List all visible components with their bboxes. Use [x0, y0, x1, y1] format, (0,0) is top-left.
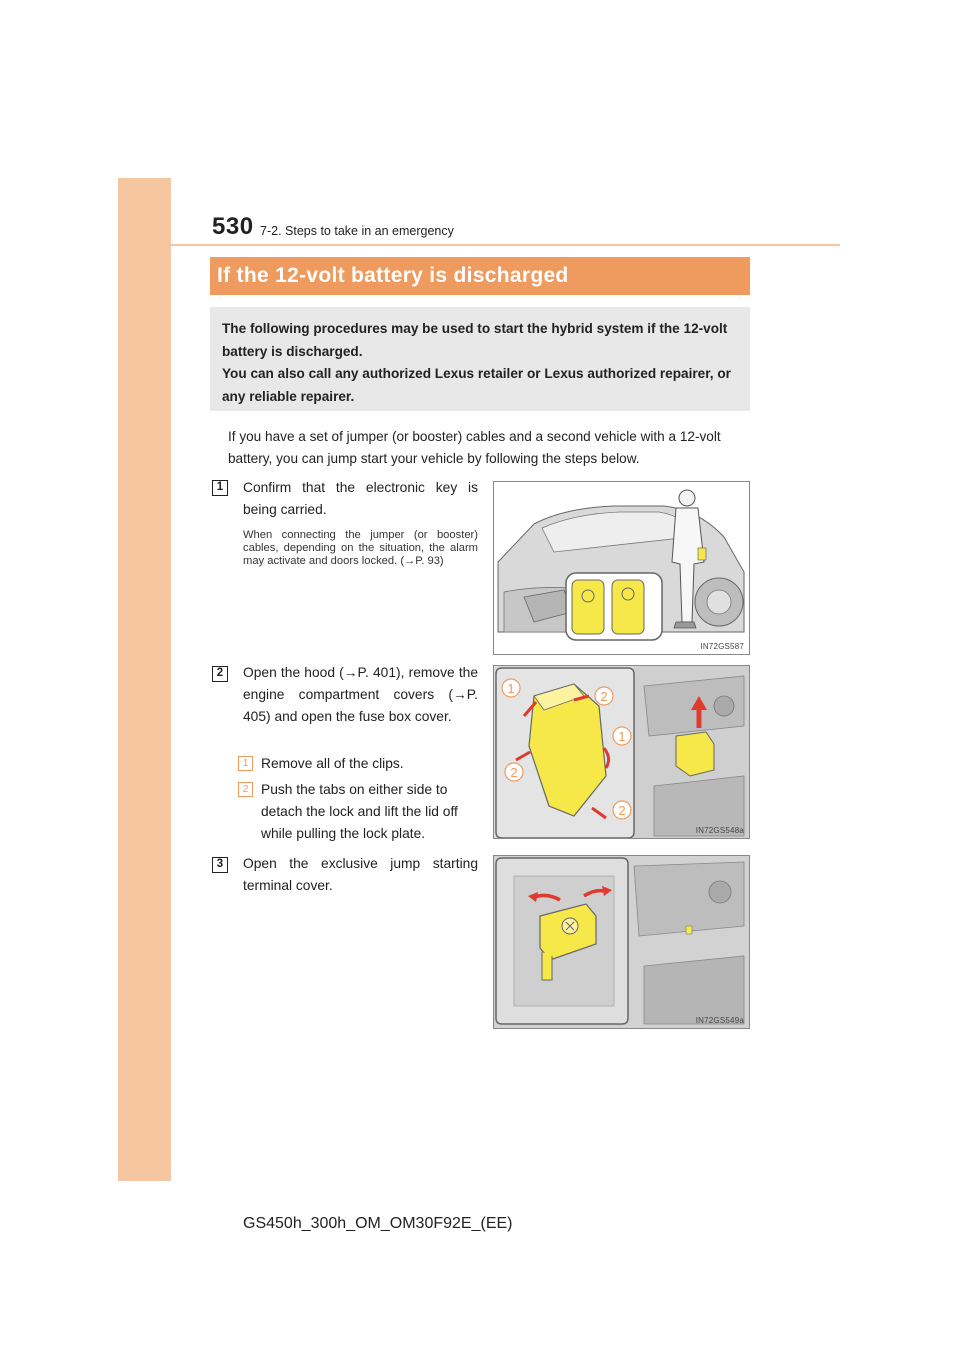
step-1-note: When connecting the jumper (or booster) cables, depending on the situation, the alarm may activate and doors locked. (→P. 93) — [243, 529, 478, 567]
illustration-jump-terminal — [493, 855, 750, 1029]
callout-2-left: 2 — [510, 765, 518, 780]
header-divider — [171, 244, 840, 246]
intro-box — [210, 307, 750, 411]
jump-terminal-drawing — [494, 856, 750, 1029]
document-footer-code: GS450h_300h_OM_OM30F92E_(EE) — [243, 1215, 513, 1232]
step-number-1: 1 — [212, 480, 228, 496]
sub-step-text: Remove all of the clips. — [261, 756, 404, 771]
step-3-text: Open the exclusive jump starting terminal cover. — [243, 856, 478, 893]
sub-step-number: 1 — [238, 756, 253, 771]
lead-paragraph: If you have a set of jumper (or booster) cables and a second vehicle with a 12-volt battery, you can jump start your vehicle by following the steps below. — [228, 429, 721, 466]
section-title: 7-2. Steps to take in an emergency — [260, 224, 454, 238]
sub-step-2 — [238, 779, 478, 845]
image-code: IN72GS549a — [695, 1016, 744, 1025]
intro-line-2: You can also call any authorized Lexus retailer or Lexus authorized repairer, or any reliable repairer. — [222, 366, 731, 404]
sub-step-1 — [238, 753, 478, 775]
sub-step-number: 2 — [238, 782, 253, 797]
step-number-3: 3 — [212, 857, 228, 873]
fuse-box-drawing — [494, 666, 750, 839]
image-code: IN72GS587 — [700, 642, 744, 651]
image-code: IN72GS548a — [695, 826, 744, 835]
callout-2-top: 2 — [600, 689, 608, 704]
illustration-key-carried — [493, 481, 750, 655]
illustration-fuse-box — [493, 665, 750, 839]
step-number-2: 2 — [212, 666, 228, 682]
sub-step-text: Push the tabs on either side to detach the lock and lift the lid off while pulling the lock plate. — [261, 782, 458, 841]
section-heading-banner — [210, 257, 750, 295]
intro-line-1: The following procedures may be used to start the hybrid system if the 12-volt battery is discharged. — [222, 321, 728, 359]
page-title: If the 12-volt battery is discharged — [217, 264, 569, 287]
car-and-person-drawing — [494, 482, 750, 655]
callout-1-top: 1 — [507, 681, 515, 696]
step-2-text: Open the hood (→P. 401), remove the engine compartment covers (→P. 405) and open the fuse box cover. — [243, 665, 478, 724]
step-1-text: Confirm that the electronic key is being carried. — [243, 480, 478, 517]
callout-1-right: 1 — [618, 729, 626, 744]
chapter-side-tab — [118, 178, 171, 1181]
callout-2-bottom: 2 — [618, 803, 626, 818]
page-number: 530 — [212, 213, 254, 240]
